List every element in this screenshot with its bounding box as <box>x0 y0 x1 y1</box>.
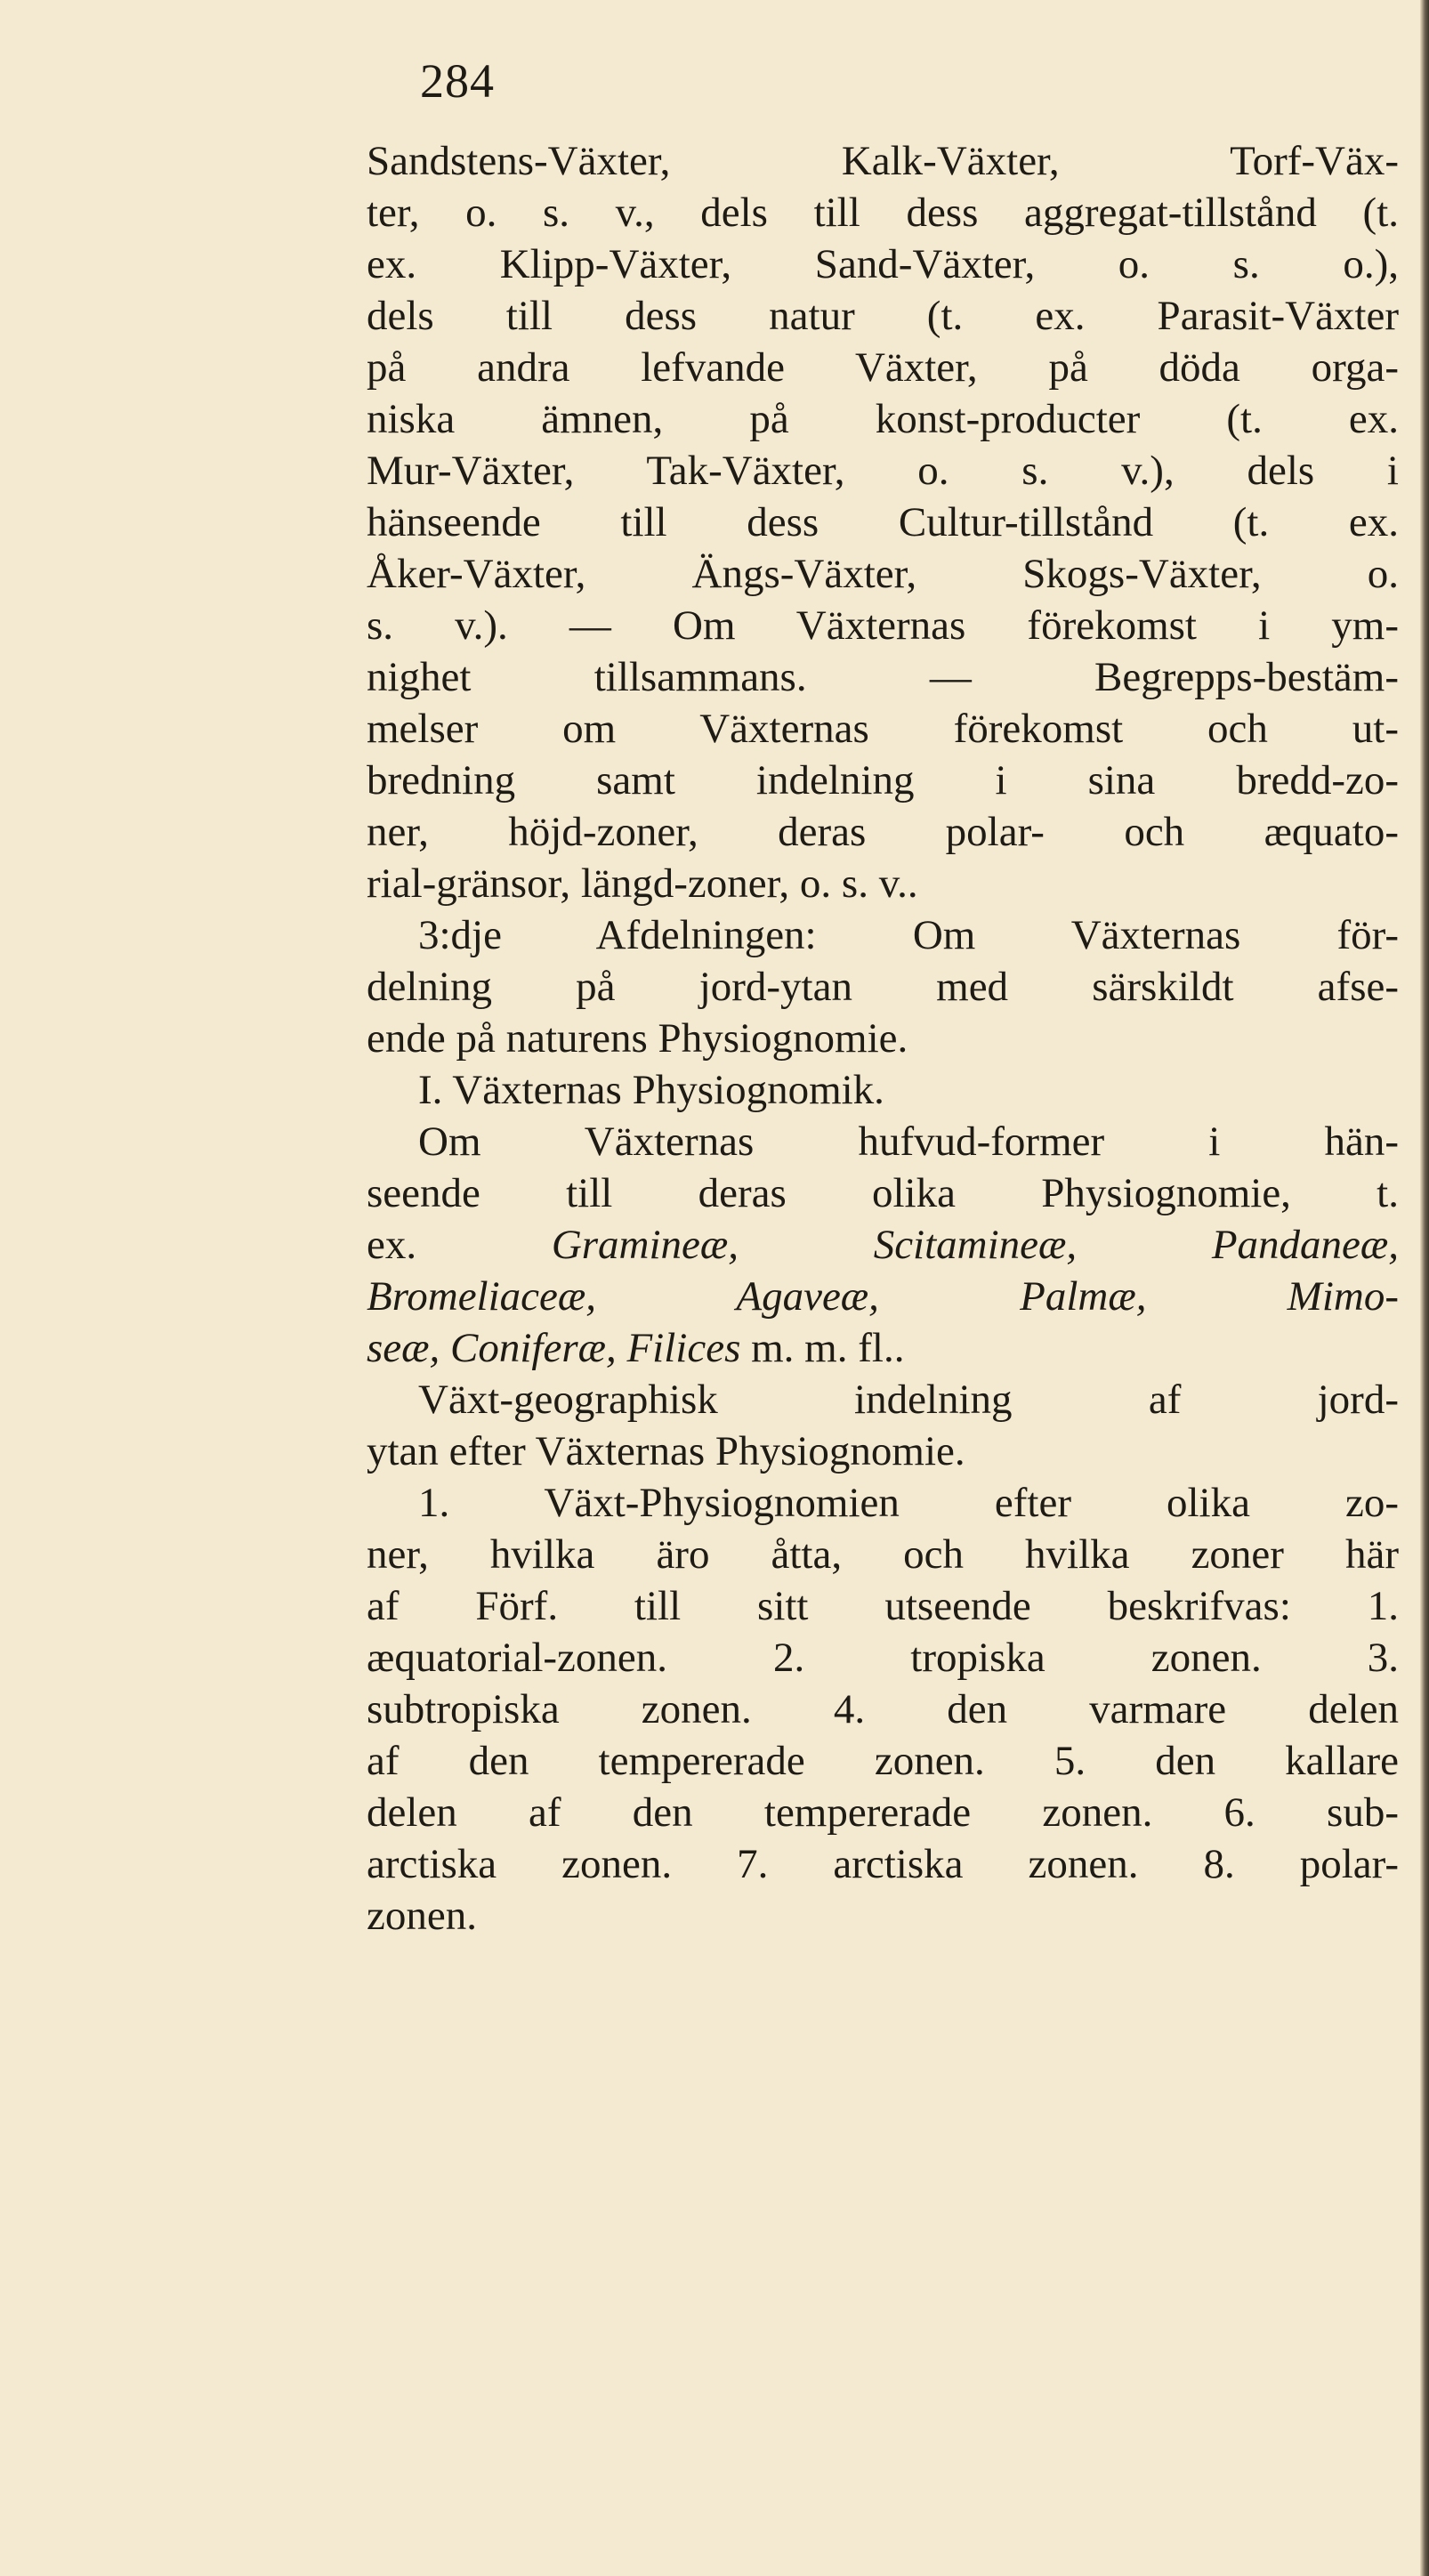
text-line: melser om Växternas förekomst och ut- <box>367 706 1399 752</box>
text-line: 1. Växt-Physiognomien efter olika zo- <box>418 1480 1399 1526</box>
text-line <box>367 1219 1399 1271</box>
subsection-heading-line: I. Växternas Physiognomik. <box>418 1067 884 1113</box>
text-line: Växt-geographisk indelning af jord- <box>418 1377 1399 1423</box>
text-line: af Förf. till sitt utseende beskrifvas: 1. <box>367 1583 1399 1629</box>
section-heading-line: 3:dje Afdelningen: Om Växternas för- <box>418 912 1399 958</box>
text-line: delen af den tempererade zonen. 6. sub- <box>367 1789 1399 1836</box>
italic-taxa: Bromeliaceæ, Agaveæ, Palmæ, Mimo- <box>367 1273 1399 1320</box>
text-line: s. v.). — Om Växternas förekomst i ym- <box>367 602 1399 649</box>
text-line: ex. Klipp-Växter, Sand-Växter, o. s. o.), <box>367 241 1399 287</box>
italic-taxa: Gramineæ, Scitamineæ, Pandaneæ, <box>551 1222 1399 1268</box>
text-line: æquatorial-zonen. 2. tropiska zonen. 3. <box>367 1635 1399 1681</box>
text-line: nighet tillsammans. — Begrepps-bestäm- <box>367 654 1399 700</box>
text-line: ter, o. s. v., dels till dess aggregat-tillstånd (t. <box>367 190 1399 236</box>
text-line: delning på jord-ytan med särskildt afse- <box>367 964 1399 1010</box>
text-line: arctiska zonen. 7. arctiska zonen. 8. polar- <box>367 1841 1399 1887</box>
text-line: niska ämnen, på konst-producter (t. ex. <box>367 396 1399 442</box>
text-line: zonen. <box>367 1893 477 1939</box>
text-line: ytan efter Växternas Physiognomie. <box>367 1428 965 1474</box>
text-line: af den tempererade zonen. 5. den kallare <box>367 1738 1399 1784</box>
page-number: 284 <box>420 54 495 108</box>
text-line: dels till dess natur (t. ex. Parasit-Växter <box>367 293 1399 339</box>
text-line: ner, höjd-zoner, deras polar- och æquato- <box>367 809 1399 855</box>
page-edge-shadow <box>1420 0 1429 2576</box>
text-line: Om Växternas hufvud-former i hän- <box>418 1118 1399 1165</box>
text-segment: m. m. fl.. <box>740 1325 905 1371</box>
text-line <box>367 1322 1399 1374</box>
body-text <box>367 135 1399 1942</box>
text-line: ner, hvilka äro åtta, och hvilka zoner här <box>367 1531 1399 1578</box>
text-line: hänseende till dess Cultur-tillstånd (t. ex. <box>367 499 1399 545</box>
text-line: subtropiska zonen. 4. den varmare delen <box>367 1686 1399 1732</box>
text-line: seende till deras olika Physiognomie, t. <box>367 1170 1399 1216</box>
text-segment: ex. <box>367 1222 552 1268</box>
text-line: Mur-Växter, Tak-Växter, o. s. v.), dels i <box>367 448 1399 494</box>
text-line: rial-gränsor, längd-zoner, o. s. v.. <box>367 860 918 907</box>
text-line <box>367 1271 1399 1322</box>
text-line: Sandstens-Växter, Kalk-Växter, Torf-Väx- <box>367 138 1399 184</box>
text-line: ende på naturens Physiognomie. <box>367 1015 908 1062</box>
text-line: Åker-Växter, Ängs-Växter, Skogs-Växter, o. <box>367 551 1399 597</box>
italic-taxa: seæ, Coniferæ, Filices <box>367 1325 741 1371</box>
text-line: bredning samt indelning i sina bredd-zo- <box>367 757 1399 803</box>
text-line: på andra lefvande Växter, på döda orga- <box>367 344 1399 391</box>
